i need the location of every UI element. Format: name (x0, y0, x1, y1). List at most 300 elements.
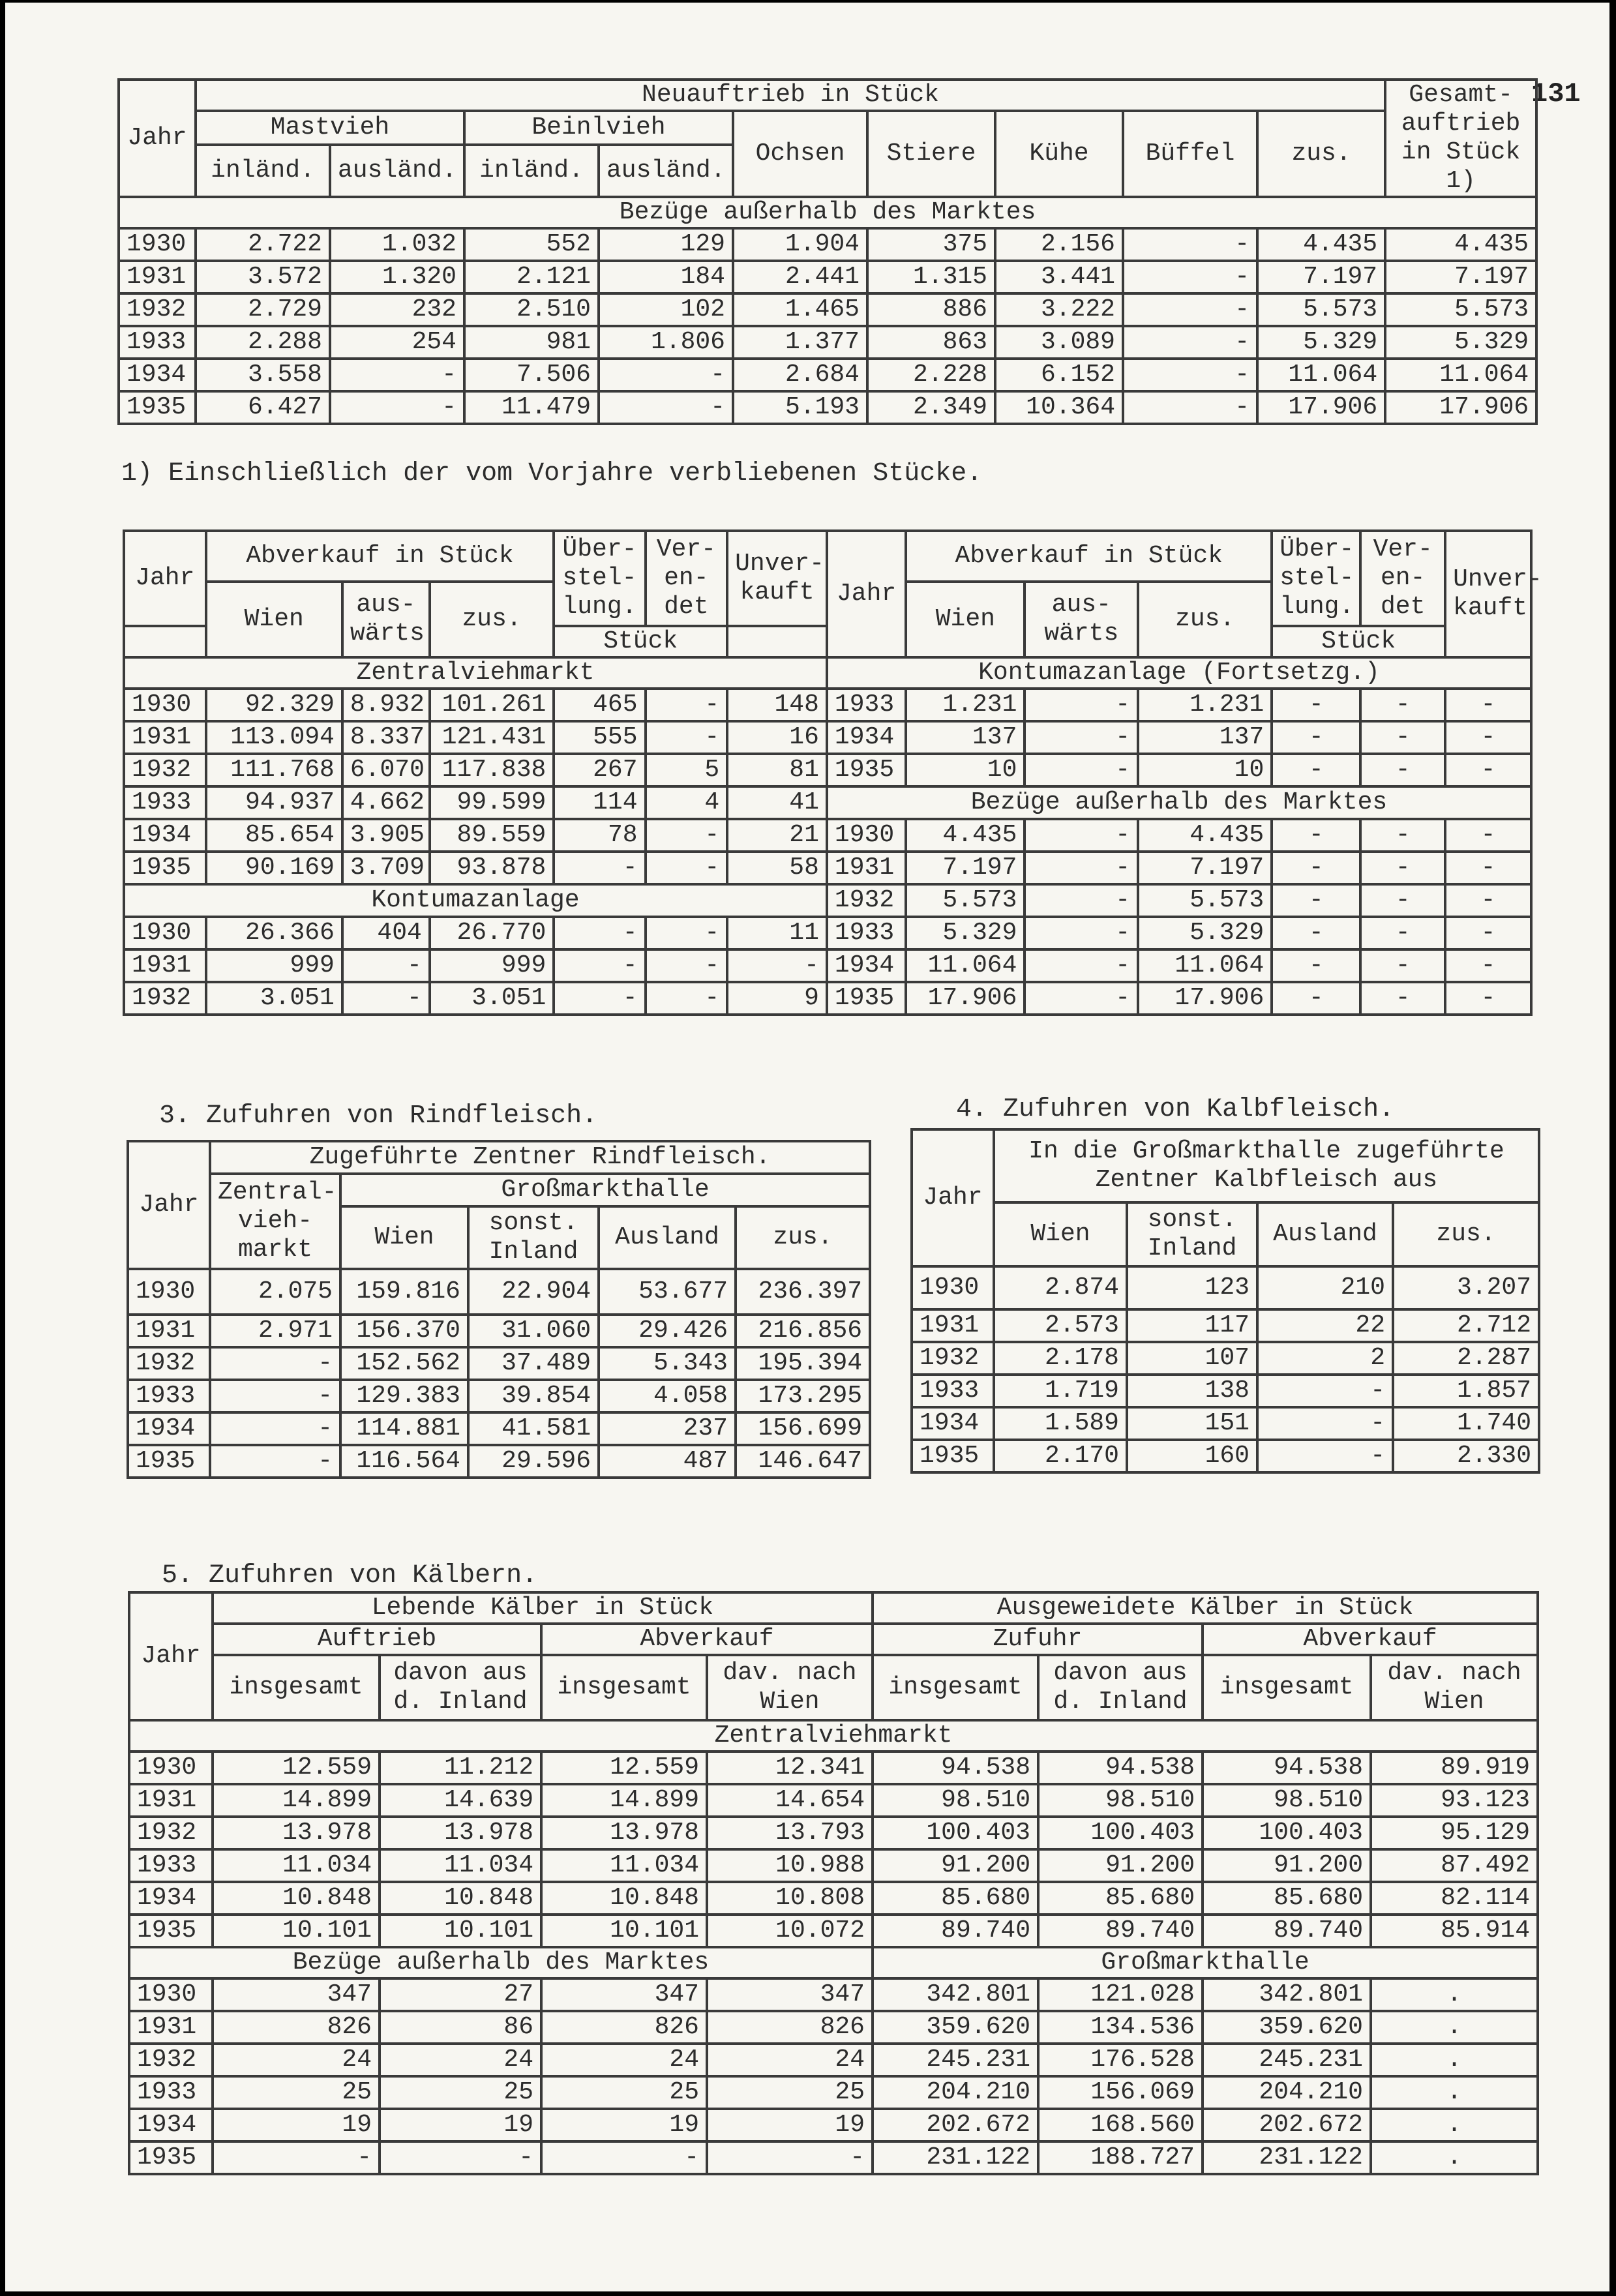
table-cell: - (1272, 721, 1360, 754)
header-auslaend: ausländ. (599, 145, 733, 197)
table-row (119, 391, 1536, 424)
table-row (129, 1915, 1538, 1947)
table-cell: 31.060 (468, 1315, 599, 1347)
table-row (119, 293, 1536, 326)
table-cell: 8.932 (342, 689, 430, 721)
table-cell: 129.383 (340, 1380, 468, 1412)
table-cell: - (1272, 949, 1360, 982)
table-cell: 267 (554, 754, 645, 786)
table-cell: 1933 (129, 1849, 213, 1882)
table-row (912, 1375, 1539, 1407)
table-cell: 13.978 (213, 1817, 380, 1849)
table-row (119, 228, 1536, 261)
table-cell: - (554, 982, 645, 1015)
table-cell: 173.295 (736, 1380, 870, 1412)
header-wien: Wien (340, 1206, 468, 1269)
table-cell: 1934 (129, 2109, 213, 2141)
table-cell: - (1272, 689, 1360, 721)
table-row (129, 1882, 1538, 1915)
table-cell: 11.064 (1385, 359, 1536, 391)
table-cell: 25 (541, 2076, 707, 2109)
table-cell: 2.510 (464, 293, 599, 326)
table-row (128, 1269, 870, 1315)
table-cell: 102 (599, 293, 733, 326)
table-cell: 151 (1127, 1407, 1257, 1440)
table-row (124, 884, 1531, 917)
table-cell: 465 (554, 689, 645, 721)
table-cell: 3.207 (1393, 1266, 1539, 1309)
table-abverkauf (123, 529, 1542, 1016)
table-cell: 3.558 (196, 359, 330, 391)
table-cell: 159.816 (340, 1269, 468, 1315)
table-cell: 89.740 (1038, 1915, 1203, 1947)
header-wien: Wien (994, 1202, 1127, 1266)
table-cell: 10.364 (995, 391, 1123, 424)
table-cell: - (1272, 852, 1360, 884)
table-cell: 3.905 (342, 819, 430, 852)
table-cell: 19 (707, 2109, 873, 2141)
table-row (128, 1445, 870, 1478)
table-cell: - (1025, 917, 1138, 949)
table-cell: 1930 (119, 228, 196, 261)
table-cell: 1.231 (1138, 689, 1272, 721)
table-cell: 1.465 (733, 293, 867, 326)
header-jahr: Jahr (119, 80, 196, 197)
table-cell: 14.639 (380, 1784, 541, 1817)
header-zugefuehrte-rind: Zugeführte Zentner Rindfleisch. (210, 1141, 870, 1174)
table-cell: 4.435 (1138, 819, 1272, 852)
table-cell: 6.427 (196, 391, 330, 424)
table-cell: 236.397 (736, 1269, 870, 1315)
header-inlaend: inländ. (464, 145, 599, 197)
table-cell: 245.231 (873, 2044, 1038, 2076)
header-nach-wien: dav. nach Wien (1371, 1655, 1538, 1720)
table-cell: 16 (727, 721, 827, 754)
header-insgesamt: insgesamt (541, 1655, 707, 1720)
table-cell: 121.431 (430, 721, 554, 754)
table-cell: 148 (727, 689, 827, 721)
table-cell: 404 (342, 917, 430, 949)
table-row (124, 689, 1531, 721)
header-zus: zus. (736, 1206, 870, 1269)
header-davon-inland: davon aus d. Inland (1038, 1655, 1203, 1720)
table-cell: 10.848 (380, 1882, 541, 1915)
table-cell: 1930 (129, 1752, 213, 1784)
table-row (124, 917, 1531, 949)
header-ueberstellung: Über-stel-lung. (554, 531, 645, 626)
table-cell: - (210, 1380, 340, 1412)
table-cell: 129 (599, 228, 733, 261)
table-cell: - (1025, 949, 1138, 982)
table-cell: 85.680 (873, 1882, 1038, 1915)
header-jahr: Jahr (827, 531, 906, 657)
table-cell: 3.572 (196, 261, 330, 293)
table-cell: 1930 (129, 1978, 213, 2011)
table-cell: - (1445, 949, 1531, 982)
table-cell: 146.647 (736, 1445, 870, 1478)
table-cell: - (646, 819, 728, 852)
table-cell: 2.874 (994, 1266, 1127, 1309)
table-cell: 91.200 (1203, 1849, 1371, 1882)
table-cell: - (1445, 754, 1531, 786)
header-auswaerts: aus-wärts (1025, 582, 1138, 657)
table-cell: 121.028 (1038, 1978, 1203, 2011)
table-cell: 1935 (827, 754, 906, 786)
table-cell: 12.559 (541, 1752, 707, 1784)
table-cell: - (646, 689, 728, 721)
table-row (129, 1720, 1538, 1752)
table-cell: 342.801 (873, 1978, 1038, 2011)
table-cell: 14.899 (213, 1784, 380, 1817)
table-cell: 1930 (128, 1269, 210, 1315)
table-cell: 11 (727, 917, 827, 949)
table-cell: - (1025, 982, 1138, 1015)
header-nach-wien: dav. nach Wien (707, 1655, 873, 1720)
table-cell: 17.906 (1138, 982, 1272, 1015)
table-cell: - (1257, 1440, 1393, 1472)
table-cell: 245.231 (1203, 2044, 1371, 2076)
table-cell: 2.156 (995, 228, 1123, 261)
table-cell: 1931 (827, 852, 906, 884)
table-cell: 39.854 (468, 1380, 599, 1412)
table-cell: 160 (1127, 1440, 1257, 1472)
table-cell: 98.510 (1038, 1784, 1203, 1817)
table-cell: 1935 (124, 852, 206, 884)
table-cell: 26.366 (206, 917, 342, 949)
header-verendet: Ver-en-det (646, 531, 728, 626)
table-cell: - (1025, 884, 1138, 917)
table-cell: 14.899 (541, 1784, 707, 1817)
table-cell: 93.123 (1371, 1784, 1538, 1817)
table-cell: 2.722 (196, 228, 330, 261)
table-cell: 100.403 (1038, 1817, 1203, 1849)
table-row (119, 359, 1536, 391)
table-cell: - (1360, 689, 1445, 721)
table-cell: 21 (727, 819, 827, 852)
table-cell: 4.435 (1385, 228, 1536, 261)
table-cell: 137 (906, 721, 1025, 754)
table-cell: - (1360, 852, 1445, 884)
table-cell: 1935 (119, 391, 196, 424)
table-cell: 1.806 (599, 326, 733, 359)
table-cell: 11.064 (1257, 359, 1385, 391)
table-cell: 1935 (129, 2141, 213, 2174)
table-cell: 1.589 (994, 1407, 1127, 1440)
table-row (124, 949, 1531, 982)
table-cell: 7.197 (1257, 261, 1385, 293)
table-cell: 1933 (827, 689, 906, 721)
header-ochsen: Ochsen (733, 111, 867, 197)
table-cell: 204.210 (873, 2076, 1038, 2109)
table-row (119, 261, 1536, 293)
table-cell: 10 (1138, 754, 1272, 786)
table-cell: 3.222 (995, 293, 1123, 326)
header-bueffel: Büffel (1123, 111, 1257, 197)
table-cell: - (1360, 917, 1445, 949)
table-cell: 1932 (124, 754, 206, 786)
table-cell: - (554, 949, 645, 982)
table-kalbfleisch (910, 1128, 1538, 1474)
table-cell: 1931 (912, 1309, 994, 1342)
table-cell: 85.914 (1371, 1915, 1538, 1947)
table-cell: 176.528 (1038, 2044, 1203, 2076)
table-cell: 999 (206, 949, 342, 982)
table-cell: 1931 (119, 261, 196, 293)
table-cell: 999 (430, 949, 554, 982)
table-cell: 4.435 (1257, 228, 1385, 261)
table-cell: 85.680 (1038, 1882, 1203, 1915)
table-row (128, 1315, 870, 1347)
table-cell: 4.662 (342, 786, 430, 819)
table-cell: 981 (464, 326, 599, 359)
header-sonst-inland: sonst. Inland (468, 1206, 599, 1269)
table-cell: 2.170 (994, 1440, 1127, 1472)
table-cell: 101.261 (430, 689, 554, 721)
table-cell: 2.573 (994, 1309, 1127, 1342)
table-cell: 232 (330, 293, 464, 326)
table-cell: 3.441 (995, 261, 1123, 293)
footnote: 1) Einschließlich der vom Vorjahre verbliebenen Stücke. (121, 459, 983, 488)
table-cell: - (599, 391, 733, 424)
table-cell: - (1025, 754, 1138, 786)
table-cell: 202.672 (1203, 2109, 1371, 2141)
table-row (912, 1440, 1539, 1472)
table-row (912, 1309, 1539, 1342)
header-auslaend: ausländ. (330, 145, 464, 197)
table-cell: 359.620 (873, 2011, 1038, 2044)
table-cell: 13.978 (380, 1817, 541, 1849)
table-row (129, 1817, 1538, 1849)
table-cell: 17.906 (906, 982, 1025, 1015)
table-cell: 25 (380, 2076, 541, 2109)
header-zus: zus. (1257, 111, 1385, 197)
table-cell: 3.709 (342, 852, 430, 884)
header-ausland: Ausland (599, 1206, 736, 1269)
table-cell: 14.654 (707, 1784, 873, 1817)
table-row (124, 657, 1531, 689)
table-cell: - (330, 359, 464, 391)
table-cell: 5.573 (1138, 884, 1272, 917)
table-cell: - (1272, 917, 1360, 949)
table-cell: 2.971 (210, 1315, 340, 1347)
section-label: Bezüge außerhalb des Marktes (827, 786, 1531, 819)
table-cell: 1.315 (867, 261, 995, 293)
table-cell: 5.329 (1257, 326, 1385, 359)
table-cell: - (1445, 721, 1531, 754)
table-cell: 1.740 (1393, 1407, 1539, 1440)
header-grossmarkthalle: Großmarkthalle (340, 1174, 870, 1206)
table-cell: - (213, 2141, 380, 2174)
header-stueck: Stück (554, 626, 727, 657)
table-cell: 202.672 (873, 2109, 1038, 2141)
header-insgesamt: insgesamt (873, 1655, 1038, 1720)
table-cell: 4 (646, 786, 728, 819)
table-cell: 152.562 (340, 1347, 468, 1380)
header-jahr: Jahr (912, 1129, 994, 1266)
table-cell: - (727, 949, 827, 982)
table-cell: 826 (213, 2011, 380, 2044)
table-cell: 11.034 (213, 1849, 380, 1882)
table-cell: 37.489 (468, 1347, 599, 1380)
table-cell: 117.838 (430, 754, 554, 786)
header-jahr: Jahr (129, 1592, 213, 1720)
table-cell: - (554, 852, 645, 884)
caption-kaelber: 5. Zufuhren von Kälbern. (162, 1561, 538, 1590)
table-cell: 2.075 (210, 1269, 340, 1315)
table-cell: 41.581 (468, 1412, 599, 1445)
table-cell: 138 (1127, 1375, 1257, 1407)
table-cell: - (1123, 391, 1257, 424)
header-ausgeweidete-kaelber: Ausgeweidete Kälber in Stück (873, 1592, 1538, 1624)
table-cell: 1.857 (1393, 1375, 1539, 1407)
table-cell: 93.878 (430, 852, 554, 884)
table-cell: 1.719 (994, 1375, 1127, 1407)
table-cell: 156.370 (340, 1315, 468, 1347)
table-rindfleisch (127, 1140, 869, 1479)
table-cell: 1932 (124, 982, 206, 1015)
table-cell: 552 (464, 228, 599, 261)
table-cell: 1930 (827, 819, 906, 852)
table-cell: - (1257, 1407, 1393, 1440)
table-cell: - (554, 917, 645, 949)
table-cell: 5 (646, 754, 728, 786)
table-cell: 347 (541, 1978, 707, 2011)
table-cell: 81 (727, 754, 827, 786)
section-label: Bezüge außerhalb des Marktes (119, 197, 1536, 228)
table-cell: 12.341 (707, 1752, 873, 1784)
table-cell: 26.770 (430, 917, 554, 949)
table-cell: - (1025, 852, 1138, 884)
table-cell: 99.599 (430, 786, 554, 819)
table-kaelber (128, 1591, 1536, 2175)
table-cell: - (1360, 721, 1445, 754)
header-wien: Wien (206, 582, 342, 657)
table-cell: - (210, 1445, 340, 1478)
table-cell: . (1371, 2109, 1538, 2141)
table-cell: - (646, 917, 728, 949)
table-cell: 10 (906, 754, 1025, 786)
table-cell: 10.808 (707, 1882, 873, 1915)
table-cell: 1932 (129, 1817, 213, 1849)
table-cell: 86 (380, 2011, 541, 2044)
table-cell: 6.152 (995, 359, 1123, 391)
table-cell: 95.129 (1371, 1817, 1538, 1849)
table-cell: - (646, 721, 728, 754)
header-zus: zus. (1393, 1202, 1539, 1266)
caption-kalbfleisch: 4. Zufuhren von Kalbfleisch. (956, 1095, 1395, 1124)
table-cell: 10.072 (707, 1915, 873, 1947)
table-cell: 3.051 (206, 982, 342, 1015)
header-auswaerts: aus-wärts (342, 582, 430, 657)
header-beinlvieh: Beinlvieh (464, 111, 733, 145)
table-row (119, 326, 1536, 359)
table-cell: - (1445, 852, 1531, 884)
header-abverkauf: Abverkauf (1203, 1624, 1538, 1655)
table-cell: 58 (727, 852, 827, 884)
table-cell: 188.727 (1038, 2141, 1203, 2174)
table-cell: - (707, 2141, 873, 2174)
table-cell: 1934 (129, 1882, 213, 1915)
header-inlaend: inländ. (196, 145, 330, 197)
table-cell: 1934 (912, 1407, 994, 1440)
table-cell: 9 (727, 982, 827, 1015)
header-mastvieh: Mastvieh (196, 111, 464, 145)
table-cell: 117 (1127, 1309, 1257, 1342)
header-stueck: Stück (1272, 626, 1445, 657)
table-cell: 89.559 (430, 819, 554, 852)
table-cell: 2.729 (196, 293, 330, 326)
table-cell: 1.032 (330, 228, 464, 261)
caption-rindfleisch: 3. Zufuhren von Rindfleisch. (159, 1101, 598, 1131)
table-cell: 204.210 (1203, 2076, 1371, 2109)
table-row (128, 1347, 870, 1380)
table-cell: - (1272, 819, 1360, 852)
header-stiere: Stiere (867, 111, 995, 197)
table-cell: - (210, 1412, 340, 1445)
table-cell: 2.441 (733, 261, 867, 293)
table-row (124, 819, 1531, 852)
table-cell: 94.538 (1038, 1752, 1203, 1784)
table-cell: 82.114 (1371, 1882, 1538, 1915)
table-row (912, 1407, 1539, 1440)
table-cell: 24 (380, 2044, 541, 2076)
table-cell: 12.559 (213, 1752, 380, 1784)
table-row (129, 1947, 1538, 1978)
table-cell: 347 (213, 1978, 380, 2011)
table-cell: 1931 (129, 2011, 213, 2044)
table-cell: - (1025, 721, 1138, 754)
table-row (129, 1752, 1538, 1784)
table-cell: 1933 (129, 2076, 213, 2109)
table-cell: 1933 (124, 786, 206, 819)
table-cell: 137 (1138, 721, 1272, 754)
table-cell: 1932 (129, 2044, 213, 2076)
table-cell: - (1360, 884, 1445, 917)
table-cell: 254 (330, 326, 464, 359)
table-cell: . (1371, 1978, 1538, 2011)
table-cell: 7.197 (1138, 852, 1272, 884)
section-label: Zentralviehmarkt (129, 1720, 1538, 1752)
table-cell: 113.094 (206, 721, 342, 754)
table-cell: 237 (599, 1412, 736, 1445)
header-ueberstellung: Über-stel-lung. (1272, 531, 1360, 626)
section-label: Zentralviehmarkt (124, 657, 827, 689)
table-cell: 13.978 (541, 1817, 707, 1849)
table-cell: 1932 (119, 293, 196, 326)
table-cell: 11.064 (1138, 949, 1272, 982)
table-cell: 5.329 (1138, 917, 1272, 949)
table-cell: 1932 (912, 1342, 994, 1375)
table-row (129, 2109, 1538, 2141)
table-cell: 195.394 (736, 1347, 870, 1380)
table-cell: 1935 (827, 982, 906, 1015)
table-cell: . (1371, 2011, 1538, 2044)
header-davon-inland: davon aus d. Inland (380, 1655, 541, 1720)
table-cell: 2.121 (464, 261, 599, 293)
table-cell: 89.740 (1203, 1915, 1371, 1947)
table-cell: 1931 (124, 949, 206, 982)
table-row (128, 1380, 870, 1412)
table-cell: 10.848 (213, 1882, 380, 1915)
table-cell: 375 (867, 228, 995, 261)
table-row (912, 1342, 1539, 1375)
table-cell: 11.034 (541, 1849, 707, 1882)
table-cell: 5.573 (1385, 293, 1536, 326)
table-cell: - (1123, 326, 1257, 359)
header-jahr: Jahr (128, 1141, 210, 1269)
table-row (124, 982, 1531, 1015)
table-row (128, 1412, 870, 1445)
